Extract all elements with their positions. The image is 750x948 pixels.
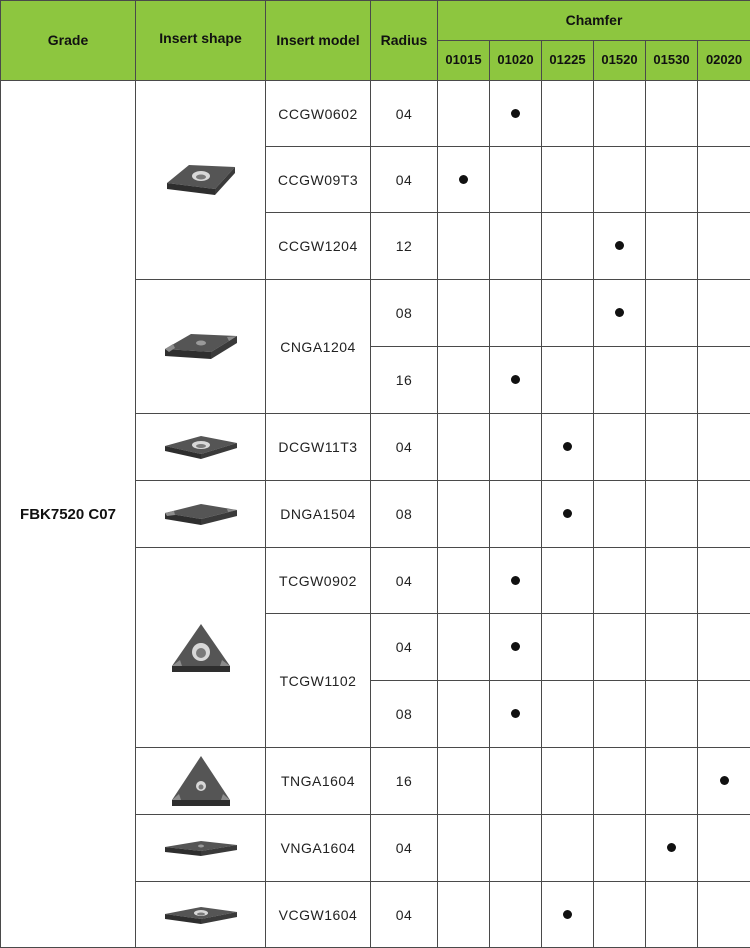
radius-value: 04	[371, 882, 438, 948]
chamfer-cell-01015	[438, 882, 490, 948]
radius-value: 04	[371, 414, 438, 481]
chamfer-cell-02020	[698, 614, 750, 681]
chamfer-cell-01015	[438, 748, 490, 815]
chamfer-cell-01020	[490, 81, 542, 147]
insert-cnga-icon	[161, 322, 241, 372]
chamfer-cell-02020	[698, 347, 750, 414]
insert-shape-cell	[136, 882, 266, 948]
chamfer-cell-02020	[698, 280, 750, 347]
insert-shape-cell	[136, 481, 266, 548]
chamfer-cell-01530	[646, 748, 698, 815]
grade-label: FBK7520 C07	[1, 81, 136, 948]
insert-tnga-icon	[166, 752, 236, 810]
chamfer-cell-01015	[438, 347, 490, 414]
chamfer-code: 02020	[698, 41, 750, 81]
radius-value: 08	[371, 280, 438, 347]
chamfer-cell-01015	[438, 481, 490, 548]
chamfer-cell-01015	[438, 414, 490, 481]
radius-value: 04	[371, 81, 438, 147]
chamfer-cell-01530	[646, 681, 698, 748]
radius-value: 04	[371, 614, 438, 681]
chamfer-cell-01520	[594, 280, 646, 347]
insert-dnga-icon	[161, 496, 241, 532]
insert-dcgw-icon	[161, 429, 241, 465]
chamfer-cell-01530	[646, 882, 698, 948]
chamfer-cell-01225	[542, 548, 594, 614]
insert-vnga-icon	[161, 833, 241, 863]
chamfer-cell-01015	[438, 280, 490, 347]
insert-tcgw-icon	[166, 618, 236, 678]
availability-dot	[667, 843, 676, 852]
chamfer-cell-01015	[438, 147, 490, 213]
chamfer-cell-01520	[594, 815, 646, 882]
chamfer-cell-02020	[698, 882, 750, 948]
insert-model: DNGA1504	[266, 481, 371, 548]
chamfer-cell-01520	[594, 614, 646, 681]
chamfer-cell-01520	[594, 548, 646, 614]
chamfer-cell-01020	[490, 147, 542, 213]
chamfer-cell-02020	[698, 414, 750, 481]
insert-model: CCGW0602	[266, 81, 371, 147]
chamfer-cell-01015	[438, 213, 490, 280]
chamfer-code: 01015	[438, 41, 490, 81]
chamfer-cell-01520	[594, 414, 646, 481]
radius-value: 12	[371, 213, 438, 280]
chamfer-cell-01020	[490, 748, 542, 815]
chamfer-cell-01520	[594, 347, 646, 414]
chamfer-cell-02020	[698, 481, 750, 548]
radius-value: 04	[371, 147, 438, 213]
chamfer-cell-01520	[594, 882, 646, 948]
insert-shape-cell	[136, 414, 266, 481]
insert-shape-cell	[136, 280, 266, 414]
chamfer-cell-01020	[490, 548, 542, 614]
availability-dot	[563, 910, 572, 919]
availability-dot	[563, 442, 572, 451]
chamfer-cell-01020	[490, 414, 542, 481]
chamfer-cell-02020	[698, 681, 750, 748]
availability-dot	[563, 509, 572, 518]
radius-value: 04	[371, 548, 438, 614]
insert-model: TNGA1604	[266, 748, 371, 815]
chamfer-cell-02020	[698, 81, 750, 147]
chamfer-cell-01520	[594, 81, 646, 147]
insert-model: CNGA1204	[266, 280, 371, 414]
chamfer-cell-01015	[438, 815, 490, 882]
chamfer-cell-01530	[646, 81, 698, 147]
header-grade: Grade	[1, 1, 136, 81]
radius-value: 08	[371, 481, 438, 548]
chamfer-code: 01020	[490, 41, 542, 81]
header-chamfer: Chamfer	[438, 1, 750, 41]
chamfer-cell-02020	[698, 748, 750, 815]
chamfer-cell-01520	[594, 748, 646, 815]
chamfer-cell-01015	[438, 548, 490, 614]
chamfer-cell-01225	[542, 280, 594, 347]
availability-dot	[720, 776, 729, 785]
availability-dot	[511, 709, 520, 718]
insert-shape-cell	[136, 815, 266, 882]
availability-dot	[615, 308, 624, 317]
insert-model: CCGW09T3	[266, 147, 371, 213]
header-insert-shape: Insert shape	[136, 1, 266, 81]
header-insert-model: Insert model	[266, 1, 371, 81]
chamfer-cell-01225	[542, 414, 594, 481]
availability-dot	[459, 175, 468, 184]
insert-model: TCGW1102	[266, 614, 371, 748]
insert-shape-cell	[136, 81, 266, 280]
chamfer-cell-02020	[698, 147, 750, 213]
chamfer-cell-01015	[438, 681, 490, 748]
chamfer-cell-01225	[542, 614, 594, 681]
chamfer-cell-01015	[438, 81, 490, 147]
chamfer-cell-01530	[646, 280, 698, 347]
table-row	[1, 81, 750, 147]
chamfer-cell-01530	[646, 347, 698, 414]
insert-model: VCGW1604	[266, 882, 371, 948]
chamfer-cell-01530	[646, 414, 698, 481]
availability-dot	[511, 642, 520, 651]
insert-shape-cell	[136, 548, 266, 748]
chamfer-cell-02020	[698, 815, 750, 882]
chamfer-cell-01225	[542, 815, 594, 882]
chamfer-cell-01020	[490, 815, 542, 882]
header-radius: Radius	[371, 1, 438, 81]
availability-dot	[511, 109, 520, 118]
chamfer-cell-01520	[594, 213, 646, 280]
chamfer-cell-01520	[594, 147, 646, 213]
chamfer-cell-01020	[490, 213, 542, 280]
insert-ccgw-icon	[161, 155, 241, 205]
radius-value: 16	[371, 347, 438, 414]
insert-model: CCGW1204	[266, 213, 371, 280]
radius-value: 04	[371, 815, 438, 882]
insert-vcgw-icon	[161, 900, 241, 930]
chamfer-cell-01015	[438, 614, 490, 681]
chamfer-cell-01225	[542, 147, 594, 213]
chamfer-cell-01225	[542, 882, 594, 948]
insert-shape-cell	[136, 748, 266, 815]
radius-value: 08	[371, 681, 438, 748]
chamfer-cell-01020	[490, 280, 542, 347]
chamfer-cell-02020	[698, 213, 750, 280]
chamfer-cell-01020	[490, 481, 542, 548]
availability-dot	[615, 241, 624, 250]
chamfer-cell-01520	[594, 481, 646, 548]
availability-dot	[511, 576, 520, 585]
chamfer-cell-01530	[646, 213, 698, 280]
insert-model: TCGW0902	[266, 548, 371, 614]
chamfer-cell-01225	[542, 213, 594, 280]
chamfer-cell-01020	[490, 882, 542, 948]
chamfer-cell-01020	[490, 347, 542, 414]
insert-model: VNGA1604	[266, 815, 371, 882]
chamfer-cell-02020	[698, 548, 750, 614]
chamfer-cell-01530	[646, 147, 698, 213]
chamfer-cell-01520	[594, 681, 646, 748]
availability-dot	[511, 375, 520, 384]
chamfer-cell-01530	[646, 815, 698, 882]
chamfer-code: 01225	[542, 41, 594, 81]
chamfer-cell-01020	[490, 681, 542, 748]
chamfer-cell-01020	[490, 614, 542, 681]
chamfer-cell-01225	[542, 347, 594, 414]
chamfer-cell-01530	[646, 481, 698, 548]
chamfer-cell-01225	[542, 81, 594, 147]
chamfer-cell-01225	[542, 748, 594, 815]
chamfer-code: 01530	[646, 41, 698, 81]
insert-model: DCGW11T3	[266, 414, 371, 481]
radius-value: 16	[371, 748, 438, 815]
chamfer-cell-01530	[646, 614, 698, 681]
chamfer-cell-01530	[646, 548, 698, 614]
chamfer-code: 01520	[594, 41, 646, 81]
chamfer-cell-01225	[542, 681, 594, 748]
chamfer-cell-01225	[542, 481, 594, 548]
